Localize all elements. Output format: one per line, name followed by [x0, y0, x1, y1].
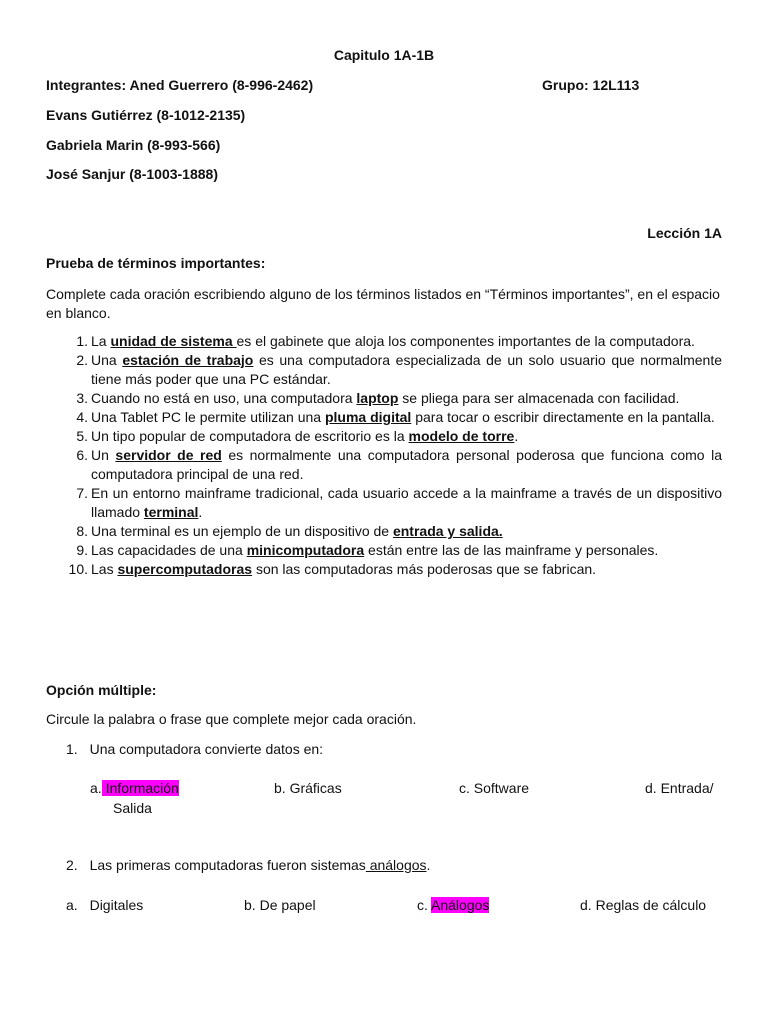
item-number: 6.	[76, 447, 88, 463]
item-term: estación de trabajo	[122, 352, 254, 368]
item-text-before: Las	[91, 561, 118, 577]
item-text-after: es el gabinete que aloja los componentes importantes de la computadora.	[236, 333, 695, 349]
option-d[interactable]	[580, 896, 706, 915]
item-text-after: es una computadora especializada de un solo usuario que normalmente tiene más poder que una PC estándar.	[91, 352, 723, 387]
option-b[interactable]	[244, 896, 316, 915]
option-text: Gráficas	[289, 780, 342, 796]
item-number: 3.	[76, 390, 88, 406]
option-letter: b.	[274, 780, 286, 796]
section2-instructions: Circule la palabra o frase que complete mejor cada oración.	[46, 711, 417, 727]
item-text-after: es normalmente una computadora personal poderosa que funciona como la computadora principal de una red.	[91, 447, 723, 482]
members-label: Integrantes:	[46, 77, 127, 93]
item-term: pluma digital	[324, 409, 412, 425]
section2-heading: Opción múltiple:	[46, 682, 157, 698]
item-text-before: Una	[91, 352, 123, 368]
member-name: Gabriela Marin (8-993-566)	[46, 137, 221, 153]
option-letter: a.	[66, 897, 78, 913]
question-text: Una computadora convierte datos en:	[89, 741, 324, 757]
option-letter: c.	[417, 897, 428, 913]
item-text-before: Un	[91, 447, 116, 463]
term-item	[46, 427, 722, 446]
item-text-after: son las computadoras más poderosas que se fabrican.	[252, 561, 597, 577]
option-letter: d.	[645, 780, 657, 796]
member-name: Aned Guerrero (8-996-2462)	[129, 77, 314, 93]
term-item	[46, 446, 722, 484]
item-number: 5.	[76, 428, 88, 444]
option-text: Entrada/	[660, 780, 714, 796]
term-item	[46, 408, 722, 427]
lesson-label: Lección 1A	[647, 225, 722, 241]
question-2	[66, 857, 430, 873]
option-a[interactable]	[90, 779, 179, 798]
item-text-before: Un tipo popular de computadora de escritorio es la	[91, 428, 409, 444]
item-text-before: Una Tablet PC le permite utilizan una	[91, 409, 325, 425]
term-item	[46, 522, 722, 541]
item-text-after: para tocar o escribir directamente en la pantalla.	[411, 409, 715, 425]
term-item	[46, 389, 722, 408]
section1-instructions: Complete cada oración escribiendo alguno de los términos listados en “Términos importantes”, en el espacio en blanco.	[46, 286, 720, 321]
item-text-before: La	[91, 333, 111, 349]
item-term: terminal	[143, 504, 199, 520]
option-d[interactable]	[645, 779, 714, 798]
item-number: 9.	[76, 542, 88, 558]
option-text-selected: Información	[102, 780, 179, 796]
item-term: servidor de red	[115, 447, 222, 463]
member-name: José Sanjur (8-1003-1888)	[46, 166, 218, 182]
terms-list	[46, 332, 722, 579]
question-1	[66, 741, 323, 757]
option-letter: a.	[90, 780, 102, 796]
item-text-before: Las capacidades de una	[91, 542, 247, 558]
document-title: Capitulo 1A-1B	[333, 47, 435, 63]
item-text-before: Una terminal es un ejemplo de un dispositivo de	[91, 523, 393, 539]
item-text-before: Cuando no está en uso, una computadora	[91, 390, 357, 406]
option-d-continuation: Salida	[113, 800, 152, 816]
item-text-after: están entre las de las mainframe y personales.	[364, 542, 659, 558]
question-text-end: .	[426, 857, 431, 873]
item-text-after: se pliega para ser almacenada con facilidad.	[398, 390, 680, 406]
item-text-before: En un entorno mainframe tradicional, cada usuario accede a la mainframe a través de un dispositivo llamado	[91, 485, 722, 520]
option-letter: d.	[580, 897, 592, 913]
option-text-selected: Análogos	[431, 897, 490, 913]
option-letter: b.	[244, 897, 256, 913]
item-term: modelo de torre	[408, 428, 515, 444]
option-letter: c.	[459, 780, 470, 796]
item-term: unidad de sistema	[110, 333, 237, 349]
option-b[interactable]	[274, 779, 342, 798]
term-item	[46, 351, 722, 389]
term-item	[46, 560, 722, 579]
option-a[interactable]	[66, 896, 143, 915]
question-text: Las primeras computadoras fueron sistemas	[89, 857, 366, 873]
option-text: Digitales	[89, 897, 144, 913]
option-text: Software	[473, 780, 530, 796]
question-number: 1.	[66, 741, 78, 757]
item-text-after: .	[514, 428, 519, 444]
option-text: Reglas de cálculo	[595, 897, 707, 913]
item-term: supercomputadoras	[117, 561, 253, 577]
question-number: 2.	[66, 857, 78, 873]
item-text-after: .	[198, 504, 203, 520]
item-number: 7.	[76, 485, 88, 501]
item-term: entrada y salida.	[392, 523, 503, 539]
term-item	[46, 541, 722, 560]
item-number: 1.	[76, 333, 88, 349]
section1-heading: Prueba de términos importantes:	[46, 255, 266, 271]
option-c[interactable]	[417, 896, 489, 915]
member-line-1	[46, 77, 313, 93]
term-item	[46, 484, 722, 522]
group-label: Grupo: 12L113	[542, 77, 640, 93]
item-number: 4.	[76, 409, 88, 425]
question-answer-underlined: análogos	[365, 857, 427, 873]
item-term: minicomputadora	[246, 542, 365, 558]
item-term: laptop	[356, 390, 399, 406]
item-number: 10.	[68, 561, 88, 577]
item-number: 2.	[76, 352, 88, 368]
item-number: 8.	[76, 523, 88, 539]
member-name: Evans Gutiérrez (8-1012-2135)	[46, 107, 246, 123]
term-item	[46, 332, 722, 351]
option-text: De papel	[259, 897, 316, 913]
option-c[interactable]	[459, 779, 529, 798]
